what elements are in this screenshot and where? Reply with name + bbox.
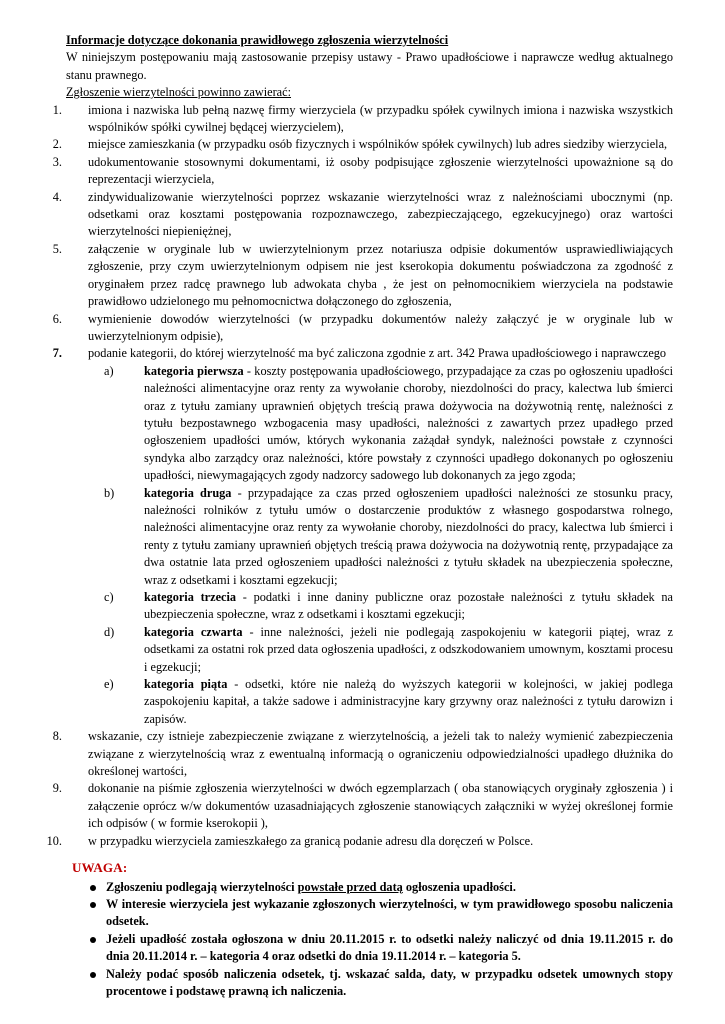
list-item-categories [52,345,673,728]
category-letter: c) [104,590,114,604]
list-item [46,833,673,850]
document-content [46,32,673,1000]
category-label: kategoria piąta [144,677,228,692]
warning-item [72,879,673,896]
list-item-text: dokonanie na piśmie zgłoszenia wierzytelności w dwóch egzemplarzach ( oba stanowiących oryginały zgłoszenia ) i załączenie oprócz w/w dokumentów uzasadniających zgłoszenie stanowiących załączniki w wyżej określonej formie ich odpisów ( w formie kserokopii ), [88,781,673,831]
category-text: - koszty postępowania upadłościowego, przypadające za czas po ogłoszeniu upadłości należności alimentacyjne oraz renty za wywołanie choroby, niezdolności do pracy, kalectwa lub śmierci oraz z tytułu zamiany uprawnień objętych treścią prawa dożywocia na dożywotnią rentę, należności z tytułu bezpostawnego wzbogacenia masy upadłości, należności z zawartych przez upadłego przed ogłoszeniem upadłości umów, których wykonania zażądał syndyk, należności powstałe z czynności syndyka albo zarządcy oraz należności, które powstały z czynności upadłego dokonanych po ogłoszeniu upadłości, niewymagających zgody nadzorcy sadowego lub dokonanych za jego zgoda; [144,363,673,483]
category-text: - inne należności, jeżeli nie podlegają zaspokojeniu w kategorii piątej, wraz z odsetkami za ostatni rok przed data ogłoszenia upadłości, z odszkodowaniem umownym, kosztami procesu i egzekucji; [144,624,673,674]
category-item [88,676,673,728]
list-item-text: miejsce zamieszkania (w przypadku osób fizycznych i wspólników spółek cywilnych) lub adres siedziby wierzyciela, [88,137,668,152]
list-item [52,241,673,311]
warning-item [72,896,673,931]
list-number: 8. [52,729,62,744]
category-text: - odsetki, które nie należą do wyższych kategorii w kolejności, w jakiej podlega zaspokojeniu kapitał, a także sadowe i administracyjne kary grzywny oraz należności z tytułu darowizn i zapisów. [144,677,673,726]
list-number: 1. [52,102,62,117]
category-item [88,363,673,485]
list-item-text: udokumentowanie stosownymi dokumentami, iż osoby podpisujące zgłoszenie wierzytelności upoważnione są do reprezentacji wierzyciela, [88,154,673,187]
list-item-text: załączenie w oryginale lub w uwierzytelnionym przez notariusza odpisie dokumentów usprawiedliwiających zgłoszenie, przy czym uwierzytelnionym odpisem nie jest kserokopia dokumentu poświadczona za zgodność z oryginałem przez radcę prawnego lub adwokata chyba , że jest on pełnomocnikiem wierzyciela na podstawie prawidłowo udzielonego mu pełnomocnictwa dołączonego do zgłoszenia, [88,241,673,309]
list-item-text: zindywidualizowanie wierzytelności poprzez wskazanie wierzytelności wraz z należnościami ubocznymi (np. odsetkami oraz kosztami postępowania rozpoznawczego, zabezpieczającego, egzekucyjnego) oraz wartości wierzytelności niepieniężnej, [88,189,673,239]
bullet-icon [90,937,96,943]
category-letter: d) [104,624,115,639]
category-label: kategoria pierwsza [144,363,244,378]
list-number: 6. [52,311,62,326]
document-title: Informacje dotyczące dokonania prawidłowego zgłoszenia wierzytelności [66,33,449,47]
list-number: 5. [52,241,62,256]
category-label: kategoria druga [144,485,232,500]
category-letter: a) [104,363,114,378]
bullet-icon [90,902,96,908]
list-number: 2. [52,137,62,152]
warning-title: UWAGA: [72,860,128,876]
category-list [88,363,673,729]
list-item-text: wymienienie dowodów wierzytelności (w przypadku dokumentów należy załączyć je w oryginale lub w uwierzytelnionym odpisie), [88,311,673,343]
warning-text: W interesie wierzyciela jest wykazanie zgłoszonych wierzytelności, w tym prawidłowego sposobu naliczenia odsetek. [106,896,673,929]
category-text: - podatki i inne daniny publiczne oraz pozostałe należności z tytułu składek na ubezpieczenia społeczne, wraz z odsetkami i kosztami egzekucji; [144,590,673,622]
list-item [52,136,673,153]
category-label: kategoria czwarta [144,624,243,639]
warning-item [72,931,673,966]
list-number: 7. [52,346,62,361]
list-item [52,154,673,189]
list-item-text: w przypadku wierzyciela zamieszkałego za granicą podanie adresu dla doręczeń w Polsce. [88,833,534,848]
requirements-heading: Zgłoszenie wierzytelności powinno zawierać: [66,85,292,100]
category-item [88,589,673,624]
list-item [52,102,673,137]
warning-list [72,879,673,1001]
list-item [52,189,673,241]
list-item [52,780,673,832]
category-letter: e) [104,677,114,692]
bullet-icon [90,972,96,978]
list-item [52,311,673,346]
intro-paragraph: W niniejszym postępowaniu mają zastosowanie przepisy ustawy - Prawo upadłościowe i naprawcze według aktualnego stanu prawnego. [66,50,673,82]
warning-text: Należy podać sposób naliczenia odsetek, tj. wskazać salda, daty, w przypadku odsetek umownych stopy procentowe i podstawę prawną ich naliczenia. [106,966,673,998]
category-item [88,485,673,589]
warning-section [66,859,673,1000]
warning-text: Jeżeli upadłość została ogłoszona w dniu 20.11.2015 r. to odsetki należy naliczyć od dnia 19.11.2015 r. do dnia 20.11.2014 r. – kategoria 4 oraz odsetki do dnia 19.11.2014 r. – kategoria 5. [106,931,673,964]
list-item-text: wskazanie, czy istnieje zabezpieczenie związane z wierzytelnością, a jeżeli tak to należy wymienić zabezpieczenia związane z wierzytelnością wraz z ewentualną informacją o ograniczeniu odpowiedzialności upadłego dłużnika do określonej wartości, [88,729,673,779]
category-text: - przypadające za czas przed ogłoszeniem upadłości należności ze stosunku pracy, należności rolników z tytułu umów o dostarczenie produktów z własnego gospodarstwa rolnego, należności alimentacyjne oraz renty za wywołanie choroby, niezdolności do pracy, kalectwa lub śmierci i renty z tytułu zamiany uprawnień objętych treścią prawa dożywocia na dożywotnią rentę, przypadające za dwa ostatnie lata przed ogłoszeniem upadłości należności z tytułu składek na ubezpieczenia społeczne, wraz z odsetkami i kosztami egzekucji; [144,485,673,587]
list-item-text: podanie kategorii, do której wierzytelność ma być zaliczona zgodnie z art. 342 Prawa upadłościowego i naprawczego [88,346,667,361]
category-item [88,624,673,676]
bullet-icon [90,885,96,891]
list-number: 3. [52,154,62,169]
warning-text: ogłoszenia upadłości. [402,879,516,894]
category-letter: b) [104,485,115,500]
requirements-list [46,102,673,850]
list-number: 10. [46,833,62,848]
warning-underlined-text: powstałe przed datą [297,879,403,894]
list-item-text: imiona i nazwiska lub pełną nazwę firmy wierzyciela (w przypadku spółek cywilnych imiona i nazwiska wszystkich wspólników spółki cywilnej będącej wierzycielem), [88,102,673,135]
list-number: 9. [52,781,62,796]
warning-text: Zgłoszeniu podlegają wierzytelności [106,879,298,894]
list-number: 4. [52,189,62,204]
list-item [52,728,673,780]
warning-item [72,966,673,1001]
category-label: kategoria trzecia [144,590,237,604]
